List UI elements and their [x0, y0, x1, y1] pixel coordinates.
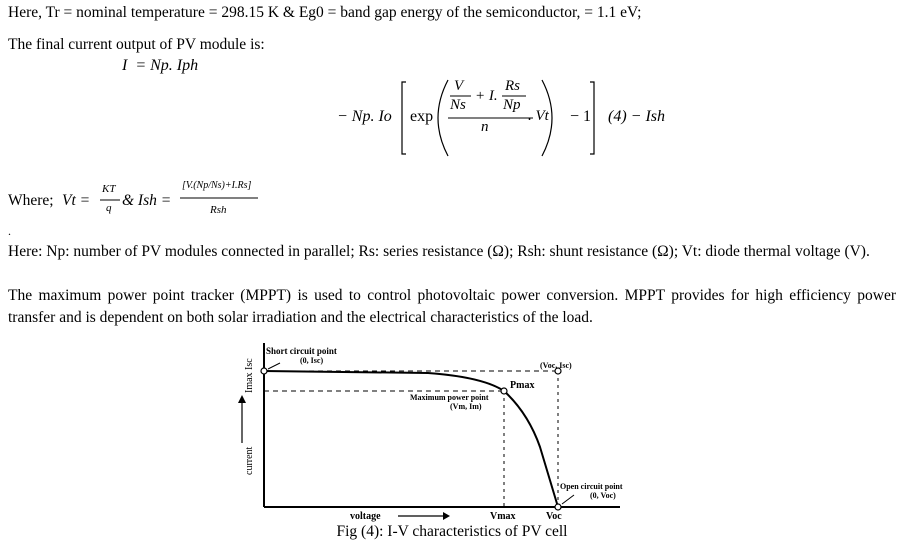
voc-label: Voc	[546, 511, 562, 522]
here-paragraph: Here: Np: number of PV modules connected in parallel; Rs: series resistance (Ω); Rsh: shunt resistance (Ω); Vt: diode thermal voltage (V).	[8, 243, 870, 260]
vmax-label: Vmax	[490, 511, 516, 522]
short-circuit-coords: (0, Isc)	[300, 356, 324, 365]
eq-minus-term: − Np. Io	[337, 108, 392, 125]
eq-V: V	[454, 78, 464, 94]
y-axis-imax-label: Imax Isc	[244, 358, 255, 393]
y-axis-label: current	[244, 446, 255, 475]
where-Rsh: Rsh	[210, 204, 227, 216]
eq-Vt: . Vt	[528, 108, 549, 124]
eq-Ns: Ns	[450, 97, 466, 113]
eq-rhs-first: = Np. Iph	[135, 57, 199, 74]
eq-n: n	[481, 119, 489, 135]
where-vt-bar	[100, 199, 120, 201]
eq-plus-I: + I.	[475, 88, 498, 104]
short-circuit-label: Short circuit point	[266, 346, 337, 356]
open-circuit-coords: (0, Voc)	[590, 491, 616, 500]
mpp-label: Maximum power point	[410, 393, 489, 402]
eq-Np: Np	[503, 97, 521, 113]
x-label-arrowhead	[443, 512, 450, 520]
open-circuit-arrow	[562, 495, 574, 504]
short-circuit-arrow	[268, 363, 280, 369]
voc-isc-label: (Voc, Isc)	[540, 361, 572, 370]
x-axis-label: voltage	[350, 511, 381, 522]
pmax-label: Pmax	[510, 380, 535, 391]
stray-dot: .	[8, 224, 11, 238]
where-ish-lhs: & Ish =	[122, 192, 172, 209]
eq-Rs: Rs	[505, 78, 520, 94]
eq-minus-one: − 1	[570, 108, 592, 125]
equation-line-1	[122, 57, 198, 75]
open-circuit-label: Open circuit point	[560, 482, 623, 491]
where-KT: KT	[102, 183, 116, 195]
figure-caption: Fig (4): I-V characteristics of PV cell	[336, 523, 568, 540]
where-label: Where;	[8, 192, 54, 209]
mpp-marker	[501, 388, 507, 394]
where-ish-bar	[180, 197, 260, 199]
eq-exp: exp	[410, 108, 434, 125]
short-circuit-marker	[261, 368, 267, 374]
where-ish-num: [V.(Np/Ns)+I.Rs]	[182, 180, 252, 191]
eq-tag: (4) − Ish	[608, 108, 666, 125]
iv-characteristic-figure	[228, 335, 688, 525]
eq-lhs: I	[122, 57, 128, 74]
mppt-paragraph: The maximum power point tracker (MPPT) is used to control photovoltaic power conversion. MPPT provides for high efficiency power transfer and is dependent on both solar irradiation and the electrical characteristics of the load.	[8, 287, 896, 326]
open-circuit-marker	[555, 504, 561, 510]
text-line-2: The final current output of PV module is:	[8, 36, 265, 53]
text-line-1: Here, Tr = nominal temperature = 298.15 K & Eg0 = band gap energy of the semiconductor, = 1.1 eV;	[8, 4, 642, 21]
mpp-coords: (Vm, Im)	[450, 402, 482, 411]
where-q: q	[106, 202, 112, 214]
y-label-arrowhead	[238, 395, 246, 403]
where-vt-lhs: Vt =	[62, 192, 91, 209]
